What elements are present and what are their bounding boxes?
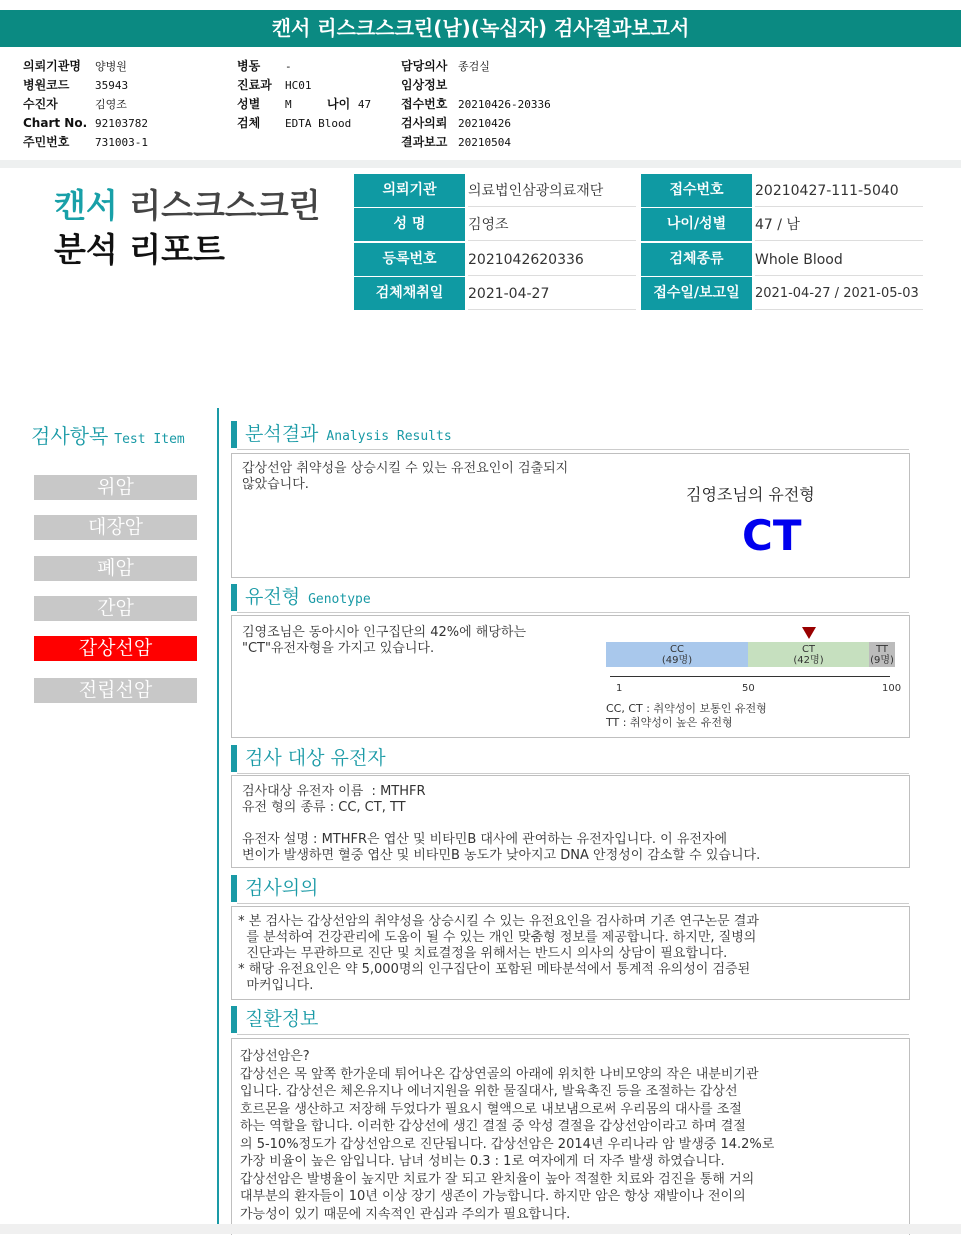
header-value: 35943	[95, 79, 129, 92]
genotype-legend-1: CC, CT : 취약성이 보통인 유전형	[606, 702, 767, 715]
header-value: 종검실	[458, 60, 490, 73]
header-row	[23, 57, 148, 76]
segment-count: (9명)	[870, 655, 894, 666]
brand-title-line1: 캔서 리스크스크린	[54, 186, 321, 225]
brand-title-line2: 분석 리포트	[54, 230, 225, 269]
header-col3	[401, 57, 551, 152]
header-row	[23, 95, 148, 114]
test-item-3[interactable]: 폐암	[34, 556, 197, 581]
header-label: 성별	[237, 97, 261, 111]
header-label: 병동	[237, 59, 261, 73]
info-value: 47 / 남	[755, 208, 923, 241]
section-analysis-header: 분석결과 Analysis Results	[231, 419, 909, 450]
header-label: 주민번호	[23, 135, 70, 149]
segment-count: (42명)	[793, 655, 824, 666]
header-label: 진료과	[237, 78, 272, 92]
header-row	[237, 76, 351, 95]
test-item-title: 검사항목 Test Item	[31, 424, 185, 448]
header-value: 92103782	[95, 117, 148, 130]
genotype-box	[231, 615, 910, 738]
info-label: 나이/성별	[641, 208, 752, 241]
header-label: 임상정보	[401, 78, 448, 92]
header-label: 병원코드	[23, 78, 70, 92]
info-value: Whole Blood	[755, 243, 923, 276]
header-value: HC01	[285, 79, 312, 92]
header-label: 의뢰기관명	[23, 59, 81, 73]
header-value: EDTA Blood	[285, 117, 352, 130]
test-item-5[interactable]: 갑상선암	[34, 636, 197, 661]
header-label: Chart No.	[23, 116, 88, 130]
genotype-segment-tt	[869, 642, 895, 667]
test-item-1[interactable]: 위암	[34, 475, 197, 500]
top-margin	[0, 0, 961, 10]
header-label: 담당의사	[401, 59, 448, 73]
significance-box	[231, 906, 910, 1000]
segment-label: TT	[875, 644, 889, 655]
header-value: 731003-1	[95, 136, 148, 149]
genotype-legend-2: TT : 취약성이 높은 유전형	[606, 716, 733, 729]
info-label: 접수일/보고일	[641, 277, 752, 310]
analysis-text: 갑상선암 취약성을 상승시킬 수 있는 유전요인이 검출되지 않았습니다.	[242, 461, 569, 492]
genotype-bar	[606, 642, 895, 667]
significance-text: * 본 검사는 갑상선암의 취약성을 상승시킬 수 있는 유전요인을 검사하며 기존 연구논문 결과 를 분석하여 건강관리에 도움이 될 수 있는 개인 맞춤형 정보를 제공합니다. 하지만, 질병의 진단과는 무관하므로 진단 및 치료결정을 위해서는 반드시 의사의 상담이 필요합니다. * 해당 유전요인은 약 5,000명의 인구집단이 포함된 메타분석에서 통계적 유의성이 검증된 마커입니다.	[238, 914, 759, 993]
analysis-box	[231, 453, 910, 578]
target-gene-box	[231, 775, 910, 868]
section-disease-header: 질환정보	[231, 1004, 909, 1035]
header-row	[237, 114, 351, 133]
info-value: 20210427-111-5040	[755, 174, 923, 207]
header-label: 검체	[237, 116, 261, 130]
header-label: 결과보고	[401, 135, 448, 149]
axis-line	[610, 676, 890, 677]
header-label: 수진자	[23, 97, 58, 111]
disease-text: 갑상선암은? 갑상선은 목 앞쪽 한가운데 튀어나온 갑상연골의 아래에 위치한 나비모양의 작은 내분비기관 입니다. 갑상선은 체온유지나 에너지원을 위한 물질대사, 발육촉진 등을 조절하는 갑상선 호르몬을 생산하고 저장해 두었다가 필요시 혈액으로 내보냄으로써 우리몸의 대사를 조절 하는 역할을 합니다. 이러한 갑상선에 생긴 결절 중 악성 결절을 갑상선암이라고 하며 결절 의 5-10%정도가 갑상선암으로 진단됩니다. 갑상선암은 2014년 우리나라 암 발생중 14.2%로 가장 비율이 높은 암입니다. 남녀 성비는 0.3 : 1로 여자에게 더 자주 발생 하였습니다. 갑상선암은 발병율이 높지만 치료가 잘 되고 완치율이 높아 적절한 치료와 검진을 통해 거의 대부분의 환자들이 10년 이상 장기 생존이 가능합니다. 하지만 암은 항상 재발이나 전이의 가능성이 있기 때문에 지속적인 관심과 주의가 필요합니다.	[240, 1049, 775, 1222]
section-target-gene-header: 검사 대상 유전자	[231, 743, 909, 774]
info-label: 의뢰기관	[354, 174, 465, 207]
header-value: 양병원	[95, 60, 127, 73]
bottom-band	[0, 1224, 961, 1234]
header-row	[401, 95, 551, 114]
header-row	[23, 76, 148, 95]
header-value: 20210426-20336	[458, 98, 551, 111]
genotype-text: 김영조님은 동아시아 인구집단의 42%에 해당하는 "CT"유전자형을 가지고 있습니다.	[242, 625, 527, 656]
info-value: 2021-04-27	[468, 277, 636, 310]
header-separator	[0, 160, 961, 168]
axis-tick-label: 1	[616, 683, 623, 694]
section-significance-header: 검사의의	[231, 873, 909, 904]
info-label: 접수번호	[641, 174, 752, 207]
genotype-title: 김영조님의 유전형	[686, 485, 815, 504]
genotype-distribution-chart	[606, 624, 902, 734]
header-value: 20210426	[458, 117, 511, 130]
header-label: 접수번호	[401, 97, 448, 111]
genotype-segment-ct	[748, 642, 869, 667]
header-value: M	[285, 98, 292, 111]
test-item-6[interactable]: 전립선암	[34, 678, 197, 703]
disease-box	[231, 1038, 910, 1235]
section-genotype-header: 유전형 Genotype	[231, 582, 909, 613]
header-value: 20210504	[458, 136, 511, 149]
info-value: 의료법인삼광의료재단	[468, 174, 636, 207]
info-label: 검체채취일	[354, 277, 465, 310]
header-row	[401, 133, 551, 152]
info-value: 김영조	[468, 208, 636, 241]
info-value: 2021-04-27 / 2021-05-03	[755, 277, 923, 310]
info-value: 2021042620336	[468, 243, 636, 276]
genotype-value: CT	[742, 511, 802, 560]
segment-count: (49명)	[661, 655, 693, 666]
genotype-segment-cc	[606, 642, 748, 667]
test-item-2[interactable]: 대장암	[34, 515, 197, 540]
header-label: 검사의뢰	[401, 116, 448, 130]
segment-label: CT	[801, 644, 816, 655]
header-value: 김영조	[95, 98, 127, 111]
header-row	[401, 114, 551, 133]
info-label: 성 명	[354, 208, 465, 241]
header-row	[401, 57, 551, 76]
axis-tick-label: 100	[882, 683, 902, 694]
header-row	[23, 133, 148, 152]
vertical-divider	[217, 408, 219, 1234]
header-row	[401, 76, 551, 95]
target-gene-text: 검사대상 유전자 이름 : MTHFR 유전 형의 종류 : CC, CT, TT 유전자 설명 : MTHFR은 엽산 및 비타민B 대사에 관여하는 유전자입니다. 이 유전자에 변이가 발생하면 혈중 엽산 및 비타민B 농도가 낮아지고 DNA 안정성이 감소할 수 있습니다.	[242, 784, 761, 863]
header-row	[237, 57, 351, 76]
report-title: 캔서 리스크스크린(남)(녹십자) 검사결과보고서	[0, 10, 961, 47]
axis-tick-label: 50	[742, 683, 755, 694]
header-age: 나이 47	[327, 97, 372, 111]
header-row	[23, 114, 148, 133]
header-value: -	[285, 60, 292, 73]
header-col1	[23, 57, 148, 152]
test-item-4[interactable]: 간암	[34, 596, 197, 621]
segment-label: CC	[670, 644, 684, 655]
info-label: 등록번호	[354, 243, 465, 276]
genotype-marker-icon	[802, 627, 816, 639]
info-label: 검체종류	[641, 243, 752, 276]
